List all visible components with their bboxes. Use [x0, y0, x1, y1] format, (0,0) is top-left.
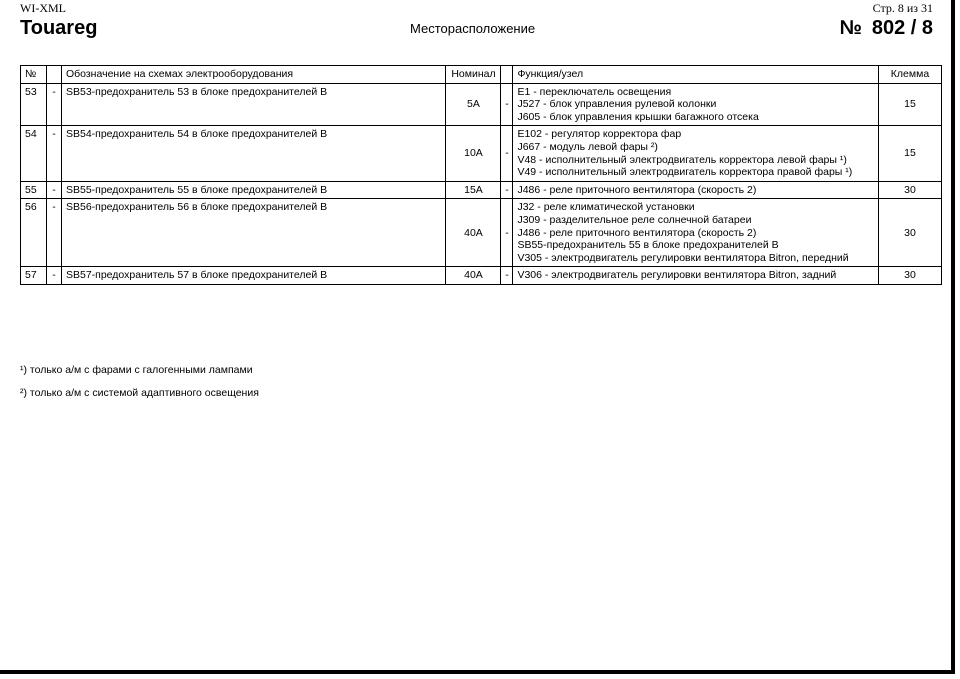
col-header-number: № — [21, 66, 47, 84]
row-dash: - — [501, 126, 513, 181]
col-header-function: Функция/узел — [513, 66, 879, 84]
col-header-designation: Обозначение на схемах электрооборудования — [61, 66, 446, 84]
row-functions — [513, 83, 879, 126]
row-rating: 10A — [446, 126, 501, 181]
function-line: E1 - переключатель освещения — [517, 85, 672, 98]
page-indicator: Стр. 8 из 31 — [872, 1, 933, 15]
table-row — [21, 267, 942, 285]
function-line: J667 - модуль левой фары ²) — [517, 140, 658, 153]
row-clamp: 30 — [878, 199, 941, 267]
row-designation: SB55-предохранитель 55 в блоке предохранителей B — [61, 181, 446, 199]
row-dash: - — [501, 267, 513, 285]
row-rating: 15A — [446, 181, 501, 199]
row-number: 56 — [21, 199, 47, 267]
footnote-1: ¹) только а/м с фарами с галогенными лампами — [20, 364, 253, 376]
row-dash: - — [46, 267, 61, 285]
row-functions — [513, 267, 879, 285]
page-title: Месторасположение — [410, 21, 536, 36]
col-header-clamp: Клемма — [878, 66, 941, 84]
table-row — [21, 199, 942, 267]
row-functions — [513, 126, 879, 181]
row-designation: SB56-предохранитель 56 в блоке предохранителей B — [61, 199, 446, 267]
table-row — [21, 181, 942, 199]
row-clamp: 15 — [878, 83, 941, 126]
row-number: 53 — [21, 83, 47, 126]
source-label: WI-XML — [20, 1, 66, 15]
row-number: 54 — [21, 126, 47, 181]
function-line: V306 - электродвигатель регулировки вентилятора Bitron, задний — [517, 269, 837, 282]
row-dash: - — [501, 199, 513, 267]
row-dash: - — [46, 181, 61, 199]
row-clamp: 30 — [878, 267, 941, 285]
function-line: E102 - регулятор корректора фар — [517, 128, 682, 141]
row-clamp: 30 — [878, 181, 941, 199]
row-designation: SB54-предохранитель 54 в блоке предохранителей B — [61, 126, 446, 181]
function-line: J32 - реле климатической установки — [517, 201, 695, 214]
row-dash: - — [46, 199, 61, 267]
row-number: 57 — [21, 267, 47, 285]
function-line: J527 - блок управления рулевой колонки — [517, 98, 717, 111]
fuse-table — [20, 65, 942, 285]
row-designation: SB57-предохранитель 57 в блоке предохранителей B — [61, 267, 446, 285]
function-line: V48 - исполнительный электродвигатель корректора левой фары ¹) — [517, 153, 847, 166]
col-header-rating: Номинал — [446, 66, 501, 84]
function-line: J486 - реле приточного вентилятора (скорость 2) — [517, 226, 757, 239]
row-dash: - — [46, 126, 61, 181]
document-number — [840, 17, 933, 40]
model-title: Touareg — [20, 17, 98, 39]
function-line: J309 - разделительное реле солнечной батареи — [517, 213, 752, 226]
table-row — [21, 83, 942, 126]
table-row — [21, 126, 942, 181]
table-header-row — [21, 66, 942, 84]
row-clamp: 15 — [878, 126, 941, 181]
footnote-2: ²) только а/м с системой адаптивного освещения — [20, 387, 259, 399]
function-line: SB55-предохранитель 55 в блоке предохранителей B — [517, 239, 779, 252]
row-functions — [513, 181, 879, 199]
row-designation: SB53-предохранитель 53 в блоке предохранителей B — [61, 83, 446, 126]
document-number-value: 802 / 8 — [871, 17, 933, 39]
function-line: V49 - исполнительный электродвигатель корректора правой фары ¹) — [517, 166, 853, 179]
row-rating: 40A — [446, 199, 501, 267]
col-header-spacer — [46, 66, 61, 84]
function-line: J486 - реле приточного вентилятора (скорость 2) — [517, 183, 757, 196]
row-number: 55 — [21, 181, 47, 199]
row-dash: - — [46, 83, 61, 126]
row-dash: - — [501, 83, 513, 126]
function-line: J605 - блок управления крышки багажного отсека — [517, 110, 759, 123]
row-functions — [513, 199, 879, 267]
row-dash: - — [501, 181, 513, 199]
row-rating: 40A — [446, 267, 501, 285]
col-header-spacer-2 — [501, 66, 513, 84]
function-line: V305 - электродвигатель регулировки вентилятора Bitron, передний — [517, 251, 849, 264]
row-rating: 5A — [446, 83, 501, 126]
number-sign: № — [839, 17, 862, 39]
